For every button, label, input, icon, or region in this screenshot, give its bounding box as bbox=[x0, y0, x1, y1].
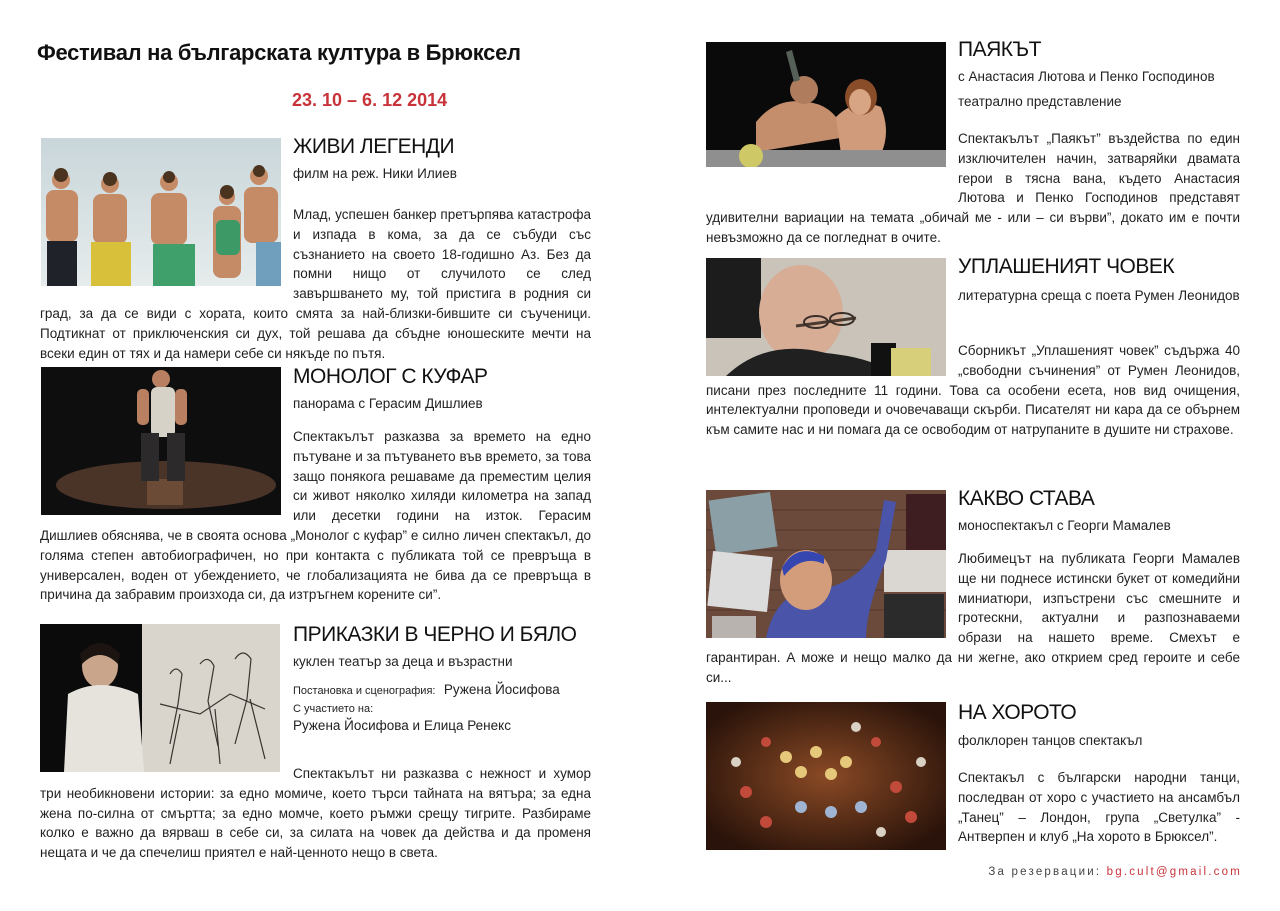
event-description-text: Спектакъл с български народни танци, последван от хоро с участието на ансамбъл „Танец” – Лондон, група „Светулка” - Антверпен и клуб „На хорото в Брюксел”. bbox=[958, 770, 1240, 845]
event-subtitle: с Анастасия Лютова и Пенко Господинов bbox=[958, 69, 1215, 84]
event-description bbox=[706, 341, 1240, 440]
credit-line bbox=[293, 681, 560, 699]
folk-dance-crowd-photo bbox=[706, 702, 946, 850]
event-description bbox=[40, 427, 591, 605]
event-description-text: Млад, успешен банкер претърпява катастрофа и изпада в кома, за да се събуди със съзнанието на своето 18-годишно Аз. Без да помни нищо от случилото се след завършването му, той пристига в родния си град, за да се види с хората, които смята за най-близки-бившите си съученици. Подтикнат от приключенския си дух, той решава да сбъдне юношеските мечти на всеки един от тях и да намери себе си някъде по пътя. bbox=[40, 207, 591, 361]
event-subtitle bbox=[958, 286, 1248, 305]
event-description-text: Спектакълът „Паякът” въздейства по един изключителен начин, затваряйки двамата герои в тясна вана, където Анастасия Лютова и Пенко Господинов представят удивителни вариации на темата „обичай ме - или – си върви”, докато им е почти невъзможно да се погледнат в очите. bbox=[706, 131, 1240, 245]
event-subtitle-text: литературна среща с поета Румен Леонидов bbox=[958, 288, 1240, 303]
event-title: УПЛАШЕНИЯТ ЧОВЕК bbox=[958, 255, 1175, 278]
credit-value: Ружена Йосифова bbox=[443, 682, 560, 697]
cast-value: Ружена Йосифова и Елица Ренекс bbox=[293, 718, 511, 733]
cast-label: С участието на: bbox=[293, 703, 374, 715]
reservation-contact bbox=[988, 866, 1242, 878]
festival-title: Фестивал на българската култура в Брюксел bbox=[37, 40, 521, 65]
event-description-text: Спектакълът ни разказва с нежност и хумор три необикновени истории: за едно момиче, което търси тайната на вятъра; за една жена по-силна от смъртта; за едно момче, което ръмжи срещу тигрите. Разбираме колко е важно да вярваш в себе си, за силата на човек да действа и да променя нещата и че да спечелиш приятел е най-ценното нещо в света. bbox=[40, 766, 591, 861]
event-title: НА ХОРОТО bbox=[958, 701, 1077, 724]
reservation-email[interactable]: bg.cult@gmail.com bbox=[1106, 866, 1242, 878]
festival-dates: 23. 10 – 6. 12 2014 bbox=[292, 90, 448, 110]
event-description bbox=[40, 205, 591, 363]
event-description bbox=[706, 549, 1240, 688]
event-description bbox=[706, 129, 1240, 248]
event-subtitle: филм на реж. Ники Илиев bbox=[293, 166, 457, 181]
event-title: ЖИВИ ЛЕГЕНДИ bbox=[293, 135, 455, 158]
event-title: КАКВО СТАВА bbox=[958, 487, 1095, 510]
event-subtitle: моноспектакъл с Георги Мамалев bbox=[958, 518, 1171, 533]
reservation-label: За резервации: bbox=[988, 866, 1102, 878]
event-description-text: Сборникът „Уплашеният човек” съдържа 40 „свободни съчинения” от Румен Леонидов, писани през последните 11 години. Това са особени есета, нов вид очищения, интелектуални проповеди и очовечаващи скърби. Писателят ни кара да се обърнем към самите нас и ни помага да се освободим от натрупаните в душите ни страхове. bbox=[706, 343, 1240, 438]
event-type: театрално представление bbox=[958, 94, 1122, 109]
event-description-text: Любимецът на публиката Георги Мамалев ще ни поднесе истински букет от комедийни миниатюри, изпъстрени със смешните и гротескни, актуални и разпознаваеми образи на нашето време. Смехът е гарантиран. А може и нещо малко да ни жегне, ако открием сред героите и себе си... bbox=[706, 551, 1240, 685]
event-description bbox=[958, 768, 1240, 847]
event-description-text: Спектакълът разказва за времето на едно пътуване и за пътуването във времето, за това защо понякога решаваме да преместим целия си живот няколко хиляди километра на запад или десетки години на изток. Герасим Дишлиев обяснява, че в своята основа „Монолог с куфар” е силно личен спектакъл, до голяма степен автобиографичен, но при контакта с публиката той се превръща в универсален, воден от убеждението, че глобализацията не бива да се превръща в причина да забравим произхода си, да изтръгнем корените си”. bbox=[40, 429, 591, 603]
event-subtitle: фолклорен танцов спектакъл bbox=[958, 733, 1143, 748]
credit-label: Постановка и сценография: bbox=[293, 685, 436, 697]
event-subtitle: куклен театър за деца и възрастни bbox=[293, 654, 513, 669]
event-description bbox=[40, 764, 591, 863]
event-title: ПАЯКЪТ bbox=[958, 38, 1041, 61]
event-subtitle: панорама с Герасим Дишлиев bbox=[293, 396, 483, 411]
event-title: МОНОЛОГ С КУФАР bbox=[293, 365, 488, 388]
puppet-theatre-photo bbox=[40, 624, 280, 772]
event-title: ПРИКАЗКИ В ЧЕРНО И БЯЛО bbox=[293, 623, 577, 646]
